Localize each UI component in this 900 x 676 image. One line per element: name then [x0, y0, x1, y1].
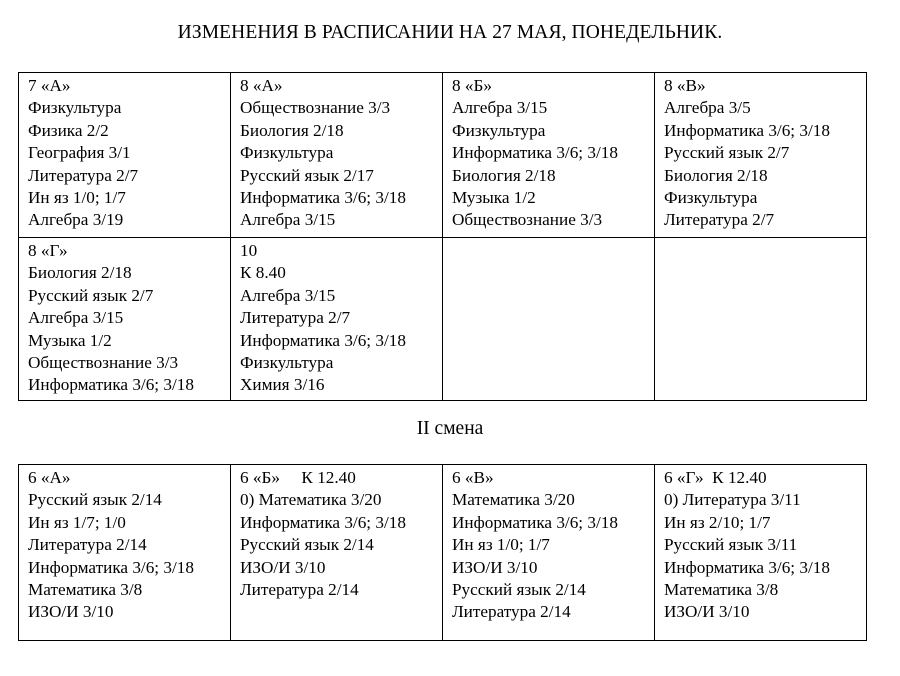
lesson: Физкультура [452, 120, 546, 140]
lesson: Литература 2/7 [240, 308, 351, 328]
class-name: 6 «В» [452, 468, 494, 487]
lesson: Литература 2/7 [28, 165, 139, 185]
lesson: Математика 3/20 [452, 490, 575, 510]
class-name: 7 «А» [28, 76, 71, 95]
lesson: К 8.40 [240, 263, 286, 283]
second-shift-heading: II смена [416, 418, 484, 439]
lesson: Алгебра 3/15 [28, 308, 124, 328]
lesson: Русский язык 3/11 [664, 535, 798, 555]
lesson: Русский язык 2/14 [452, 579, 586, 599]
lesson: 0) Литература 3/11 [664, 490, 801, 510]
lesson: Биология 2/18 [452, 165, 556, 185]
lesson: ИЗО/И 3/10 [240, 557, 326, 577]
lesson: Химия 3/16 [240, 375, 325, 395]
lesson: Физкультура [240, 143, 334, 163]
class-cell-8a [231, 73, 443, 238]
lesson: Алгебра 3/15 [240, 210, 336, 230]
class-cell-8v [655, 73, 867, 238]
lesson: Физика 2/2 [28, 120, 109, 140]
lesson: Алгебра 3/19 [28, 210, 124, 230]
lesson: Алгебра 3/5 [664, 98, 751, 118]
lesson: Алгебра 3/15 [240, 285, 336, 305]
lesson: Биология 2/18 [664, 165, 768, 185]
empty-cell [443, 238, 655, 401]
lesson: Информатика 3/6; 3/18 [240, 187, 406, 207]
lesson: География 3/1 [28, 143, 131, 163]
table-row [19, 73, 867, 238]
lesson: Музыка 1/2 [28, 330, 112, 350]
lesson: Ин яз 1/0; 1/7 [28, 187, 126, 207]
lesson: Информатика 3/6; 3/18 [452, 143, 618, 163]
lesson: ИЗО/И 3/10 [452, 557, 538, 577]
lesson: Обществознание 3/3 [240, 98, 391, 118]
lesson: Ин яз 1/0; 1/7 [452, 535, 550, 555]
lesson: Русский язык 2/17 [240, 165, 374, 185]
class-cell-6b [231, 465, 443, 641]
lesson: Информатика 3/6; 3/18 [28, 557, 194, 577]
lesson: Математика 3/8 [28, 579, 143, 599]
lesson: Литература 2/14 [28, 535, 147, 555]
table-row [19, 238, 867, 401]
lesson: Биология 2/18 [28, 263, 132, 283]
class-name: 8 «Г» [28, 241, 68, 260]
lesson: Информатика 3/6; 3/18 [664, 120, 830, 140]
empty-cell [655, 238, 867, 401]
lesson: Литература 2/7 [664, 210, 775, 230]
class-cell-6a [19, 465, 231, 641]
lesson: Информатика 3/6; 3/18 [240, 512, 406, 532]
class-name: 10 [240, 241, 258, 260]
lesson: ИЗО/И 3/10 [664, 602, 750, 622]
lesson: Алгебра 3/15 [452, 98, 548, 118]
lesson: Ин яз 2/10; 1/7 [664, 512, 771, 532]
class-name: 6 «Г» К 12.40 [664, 468, 767, 487]
lesson: Обществознание 3/3 [28, 352, 179, 372]
lesson: Физкультура [28, 98, 122, 118]
lesson: Информатика 3/6; 3/18 [452, 512, 618, 532]
lesson: Русский язык 2/7 [664, 143, 790, 163]
lesson: Физкультура [240, 352, 334, 372]
class-name: 8 «А» [240, 76, 283, 95]
class-name: 6 «А» [28, 468, 71, 487]
lesson: Биология 2/18 [240, 120, 344, 140]
class-name: 8 «В» [664, 76, 706, 95]
lesson: Математика 3/8 [664, 579, 779, 599]
lesson: Русский язык 2/7 [28, 285, 154, 305]
class-name: 8 «Б» [452, 76, 492, 95]
lesson: Физкультура [664, 187, 758, 207]
lesson: Информатика 3/6; 3/18 [664, 557, 830, 577]
table-row [19, 465, 867, 641]
lesson: Литература 2/14 [452, 602, 571, 622]
lesson: Музыка 1/2 [452, 187, 536, 207]
lesson: Информатика 3/6; 3/18 [28, 375, 194, 395]
class-cell-10 [231, 238, 443, 401]
lesson: Русский язык 2/14 [240, 535, 374, 555]
lesson: Литература 2/14 [240, 579, 359, 599]
class-cell-6v [443, 465, 655, 641]
lesson: Русский язык 2/14 [28, 490, 162, 510]
class-cell-6g [655, 465, 867, 641]
class-cell-8g [19, 238, 231, 401]
lesson: Информатика 3/6; 3/18 [240, 330, 406, 350]
lesson: ИЗО/И 3/10 [28, 602, 114, 622]
lesson: Ин яз 1/7; 1/0 [28, 512, 126, 532]
class-name: 6 «Б» К 12.40 [240, 468, 356, 487]
class-cell-8b [443, 73, 655, 238]
lesson: Обществознание 3/3 [452, 210, 603, 230]
class-cell-7a [19, 73, 231, 238]
first-shift-table [18, 72, 867, 401]
lesson: 0) Математика 3/20 [240, 490, 382, 510]
page-title: ИЗМЕНЕНИЯ В РАСПИСАНИИ НА 27 МАЯ, ПОНЕДЕЛЬНИК. [177, 22, 723, 43]
second-shift-table [18, 464, 867, 641]
